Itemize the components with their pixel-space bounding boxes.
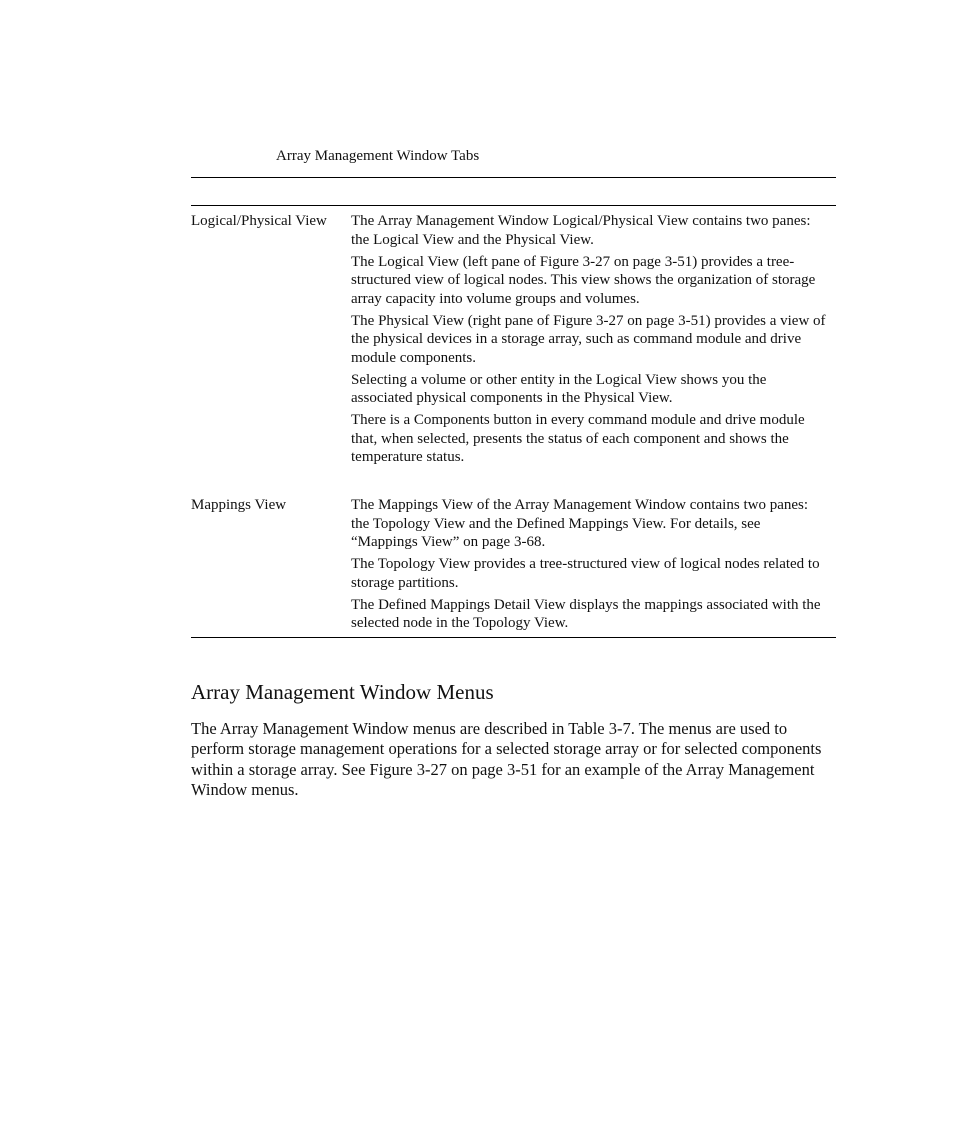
table-top-rule	[191, 177, 836, 178]
table-row-description	[351, 496, 826, 636]
section-heading: Array Management Window Menus	[191, 680, 494, 704]
description-paragraph: The Mappings View of the Array Management Window contains two panes: the Topology View and the Defined Mappings View. For details, see “Mappings View” on page 3-68.	[351, 497, 809, 550]
description-paragraph: There is a Components button in every command module and drive module that, when selected, presents the status of each component and shows the temperature status.	[351, 412, 805, 465]
description-paragraph: The Defined Mappings Detail View displays the mappings associated with the selected node in the Topology View.	[351, 596, 821, 631]
table-row-term: Mappings View	[191, 497, 287, 513]
description-paragraph: The Logical View (left pane of Figure 3-27 on page 3-51) provides a tree-structured view of logical nodes. This view shows the organization of storage array capacity into volume groups and volumes.	[351, 253, 816, 307]
section-paragraph: The Array Management Window menus are described in Table 3-7. The menus are used to perform storage management operations for a selected storage array or for selected components within a storage array. See Figure 3-27 on page 3-51 for an example of the Array Management Window menus.	[191, 719, 822, 800]
table-header-rule	[191, 205, 836, 206]
table-bottom-rule	[191, 637, 836, 638]
description-paragraph: The Array Management Window Logical/Physical View contains two panes: the Logical View and the Physical View.	[351, 213, 811, 248]
table-row-term: Logical/Physical View	[191, 213, 327, 229]
description-paragraph: The Topology View provides a tree-structured view of logical nodes related to storage partitions.	[351, 556, 820, 591]
description-paragraph: The Physical View (right pane of Figure 3-27 on page 3-51) provides a view of the physical devices in a storage array, such as command module and drive module components.	[351, 312, 826, 366]
table-row-description	[351, 212, 826, 470]
table-caption: Array Management Window Tabs	[276, 148, 480, 164]
description-paragraph: Selecting a volume or other entity in the Logical View shows you the associated physical components in the Physical View.	[351, 371, 767, 406]
